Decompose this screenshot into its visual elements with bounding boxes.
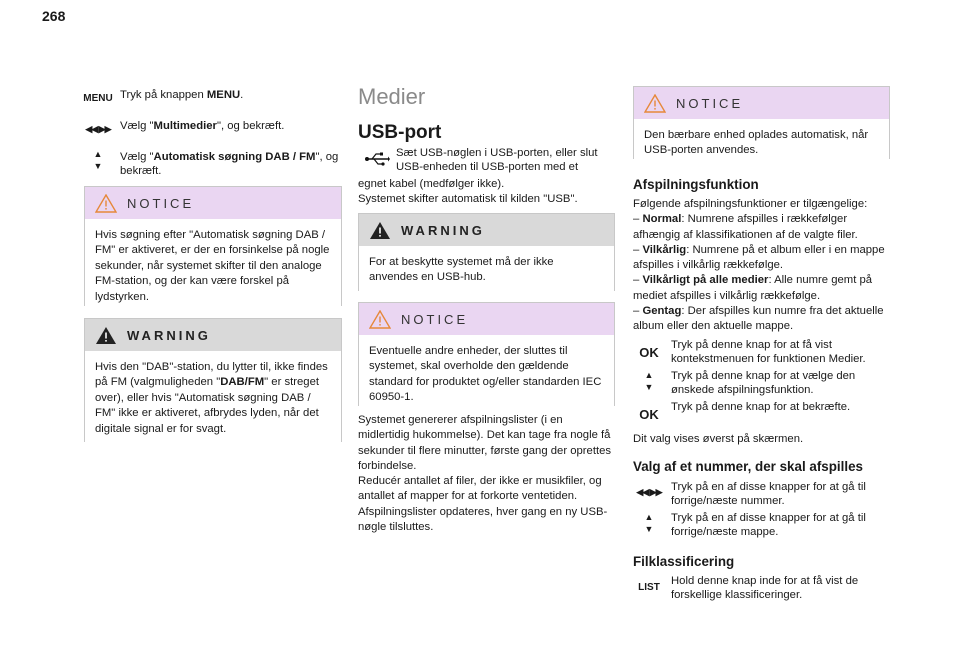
usb-text-2: egnet kabel (medfølger ikke). [358,178,505,190]
heading-filklassificering: Filklassificering [633,554,735,569]
subheading-usb-port: USB-port [358,122,442,143]
track-step: ◀◀ ▶▶ Tryk på en af disse knapper for at gå til forrige/næste nummer. [627,480,889,509]
warning-box-dab [84,318,342,442]
skip-back-forward-icon: ◀◀ ▶▶ [636,487,662,497]
notice-text: Eventuelle andre enheder, der sluttes til systemet, skal overholde den gældende standard for produktet og/eller standarden IEC 60950-1. [359,335,614,414]
menu-button-icon: MENU [83,93,113,104]
warning-header [359,214,614,246]
heading-valg-nummer: Valg af et nummer, der skal afspilles [633,459,863,474]
warning-triangle-icon [95,194,117,213]
notice-header [359,303,614,335]
notice-title: NOTICE [401,311,469,327]
warning-text: Hvis den "DAB"-station, du lytter til, ikke findes på FM (valgmuligheden "DAB/FM" er streget over), eller hvis "Automatisk søgning DAB / FM" ikke er aktiveret, afbrydes lyden, når det digitale signal er for svagt. [85,351,341,445]
notice-title: NOTICE [676,95,744,111]
notice-text: Hvis søgning efter "Automatisk søgning DAB / FM" er aktiveret, er der en forsinkelse på nogle sekunder, når systemet skifter til den analoge FM-station, og der kan være forskel på lydstyrken. [85,219,341,313]
step-automatisk: ▲ ▼ Vælg "Automatisk søgning DAB / FM", og bekræft. [76,150,346,179]
afspilning-options: Følgende afspilningsfunktioner er tilgængelige: – Normal: Numrene afspilles i rækkefølger afhængig af klassifikationen af de valgte filer. – Vilkårlig: Numrene på et album eller i en mappe afspilles i vilkårlig rækkefølge. – Vilkårligt på alle medier: Alle numre gemt på mediet afspilles i vilkårlig rækkefølge. – Gentag: Der afspilles kun numre fra det aktuelle album eller den aktuelle mappe. [633,197,893,335]
arrows-select-step: ▲ ▼ Tryk på denne knap for at vælge den ønskede afspilningsfunktion. [627,369,889,398]
ok-button-icon: OK [639,345,659,360]
warning-triangle-icon [369,221,391,240]
folder-step: ▲ ▼ Tryk på en af disse knapper for at gå til forrige/næste mappe. [627,511,889,540]
skip-back-forward-icon: ◀◀ ▶▶ [85,124,111,134]
warning-triangle-icon [369,310,391,329]
option-alle-medier: – Vilkårligt på alle medier: Alle numre gemt på mediet afspilles i vilkårlig rækkefølge. [633,274,873,302]
warning-title: WARNING [127,327,211,343]
notice-title: NOTICE [127,195,195,211]
up-down-arrows-icon: ▲ ▼ [644,370,654,392]
ok-button-icon: OK [639,407,659,422]
warning-header [85,319,341,351]
warning-title: WARNING [401,222,485,238]
paragraph-playlists: Systemet genererer afspilningslister (i en midlertidig hukommelse). Det kan tage fra nogle få sekunder til flere minutter, første gang der oprettes forbindelse. Reducér antallet af filer, der ikke er musikfiler, og antallet af mapper for at forkorte ventetiden. Afspilningslister opdateres, hver gang en ny USB-nøgle tilsluttes. [358,414,612,534]
heading-afspilningsfunktion: Afspilningsfunktion [633,177,759,192]
page-number: 268 [42,8,66,24]
list-button-icon: LIST [638,582,660,593]
notice-header [634,87,889,119]
list-step: LIST Hold denne knap inde for at få vist de forskellige klassificeringer. [627,574,889,603]
option-vilkaarlig: – Vilkårlig: Numrene på et album eller i en mappe afspilles i vilkårlig rækkefølge. [633,243,885,272]
step-multimedier: ◀◀ ▶▶ Vælg "Multimedier", og bekræft. [76,119,341,134]
notice-header [85,187,341,219]
notice-box-usb [358,302,615,406]
up-down-arrows-icon: ▲ ▼ [93,149,103,171]
warning-triangle-icon [95,326,117,345]
ok-confirm-step: OK Tryk på denne knap for at bekræfte. [627,400,889,421]
option-gentag: – Gentag: Der afspilles kun numre fra det aktuelle album eller den aktuelle mappe. [633,305,884,333]
section-heading-medier: Medier [358,84,426,109]
warning-box-usb [358,213,615,291]
ok-context-menu-step: OK Tryk på denne knap for at få vist kontekstmenuen for funktionen Medier. [627,338,889,367]
option-normal: – Normal: Numrene afspilles i rækkefølger afhængig af klassifikationen af de valgte filer. [633,213,858,241]
warning-triangle-icon [644,94,666,113]
notice-text: Den bærbare enhed oplades automatisk, når USB-porten anvendes. [634,119,889,167]
usb-text-3: Systemet skifter automatisk til kilden "USB". [358,193,578,205]
step-menu: MENU Tryk på knappen MENU. [76,88,341,104]
usb-instructions [358,146,608,175]
notice-box-dab [84,186,342,306]
notice-box-charging [633,86,890,159]
up-down-arrows-icon: ▲ ▼ [644,512,654,534]
usb-text-1: Sæt USB-nøglen i USB-porten, eller slut USB-enheden til USB-porten med et [396,147,598,174]
usb-icon [358,152,396,166]
display-text: Dit valg vises øverst på skærmen. [633,433,804,445]
warning-text: For at beskytte systemet må der ikke anvendes en USB-hub. [359,246,614,294]
